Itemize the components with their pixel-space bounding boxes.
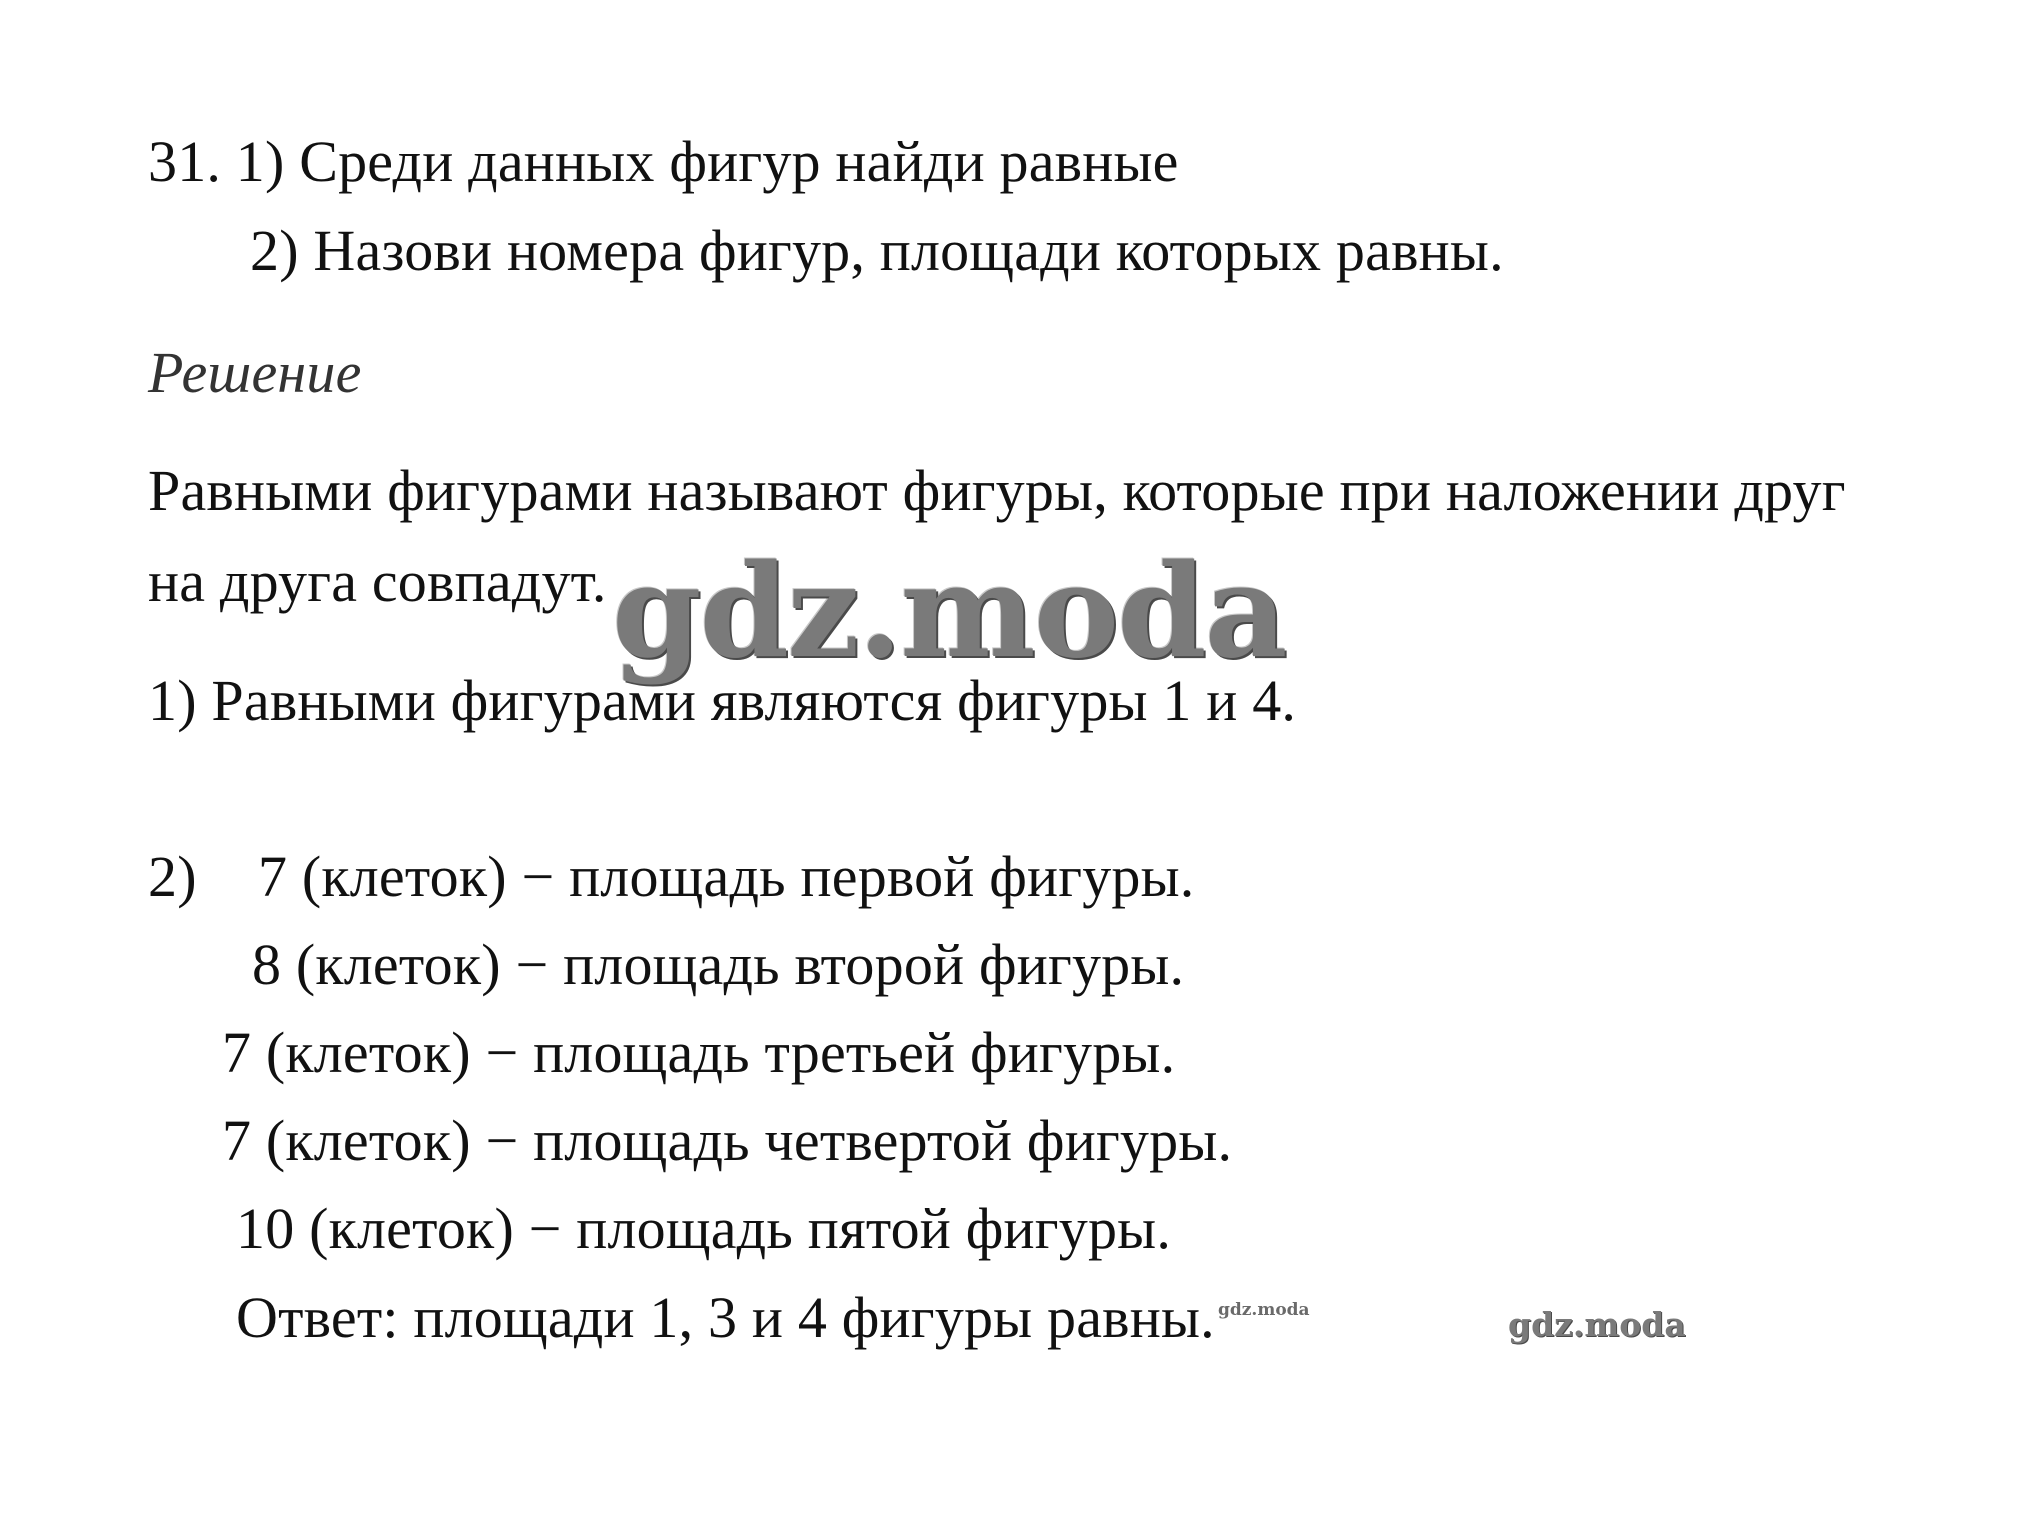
area-line-4: 7 (клеток) − площадь четвертой фигуры. <box>222 1108 1233 1173</box>
definition-line-2: на друга совпадут. <box>148 549 607 614</box>
answer-part-1: 1) Равными фигурами являются фигуры 1 и 4. <box>148 668 1297 733</box>
watermark-medium: gdz.moda <box>1508 1305 1686 1344</box>
task-line-1: 31. 1) Среди данных фигур найди равные <box>148 129 1179 194</box>
area-line-5: 10 (клеток) − площадь пятой фигуры. <box>236 1196 1172 1261</box>
area-line-3: 7 (клеток) − площадь третьей фигуры. <box>222 1020 1176 1085</box>
watermark-large: gdz.moda <box>612 537 1286 687</box>
area-line-2: 8 (клеток) − площадь второй фигуры. <box>252 932 1185 997</box>
part-2-marker: 2) <box>148 844 197 909</box>
final-answer: Ответ: площади 1, 3 и 4 фигуры равны. <box>236 1285 1215 1350</box>
watermark-small: gdz.moda <box>1218 1300 1310 1320</box>
area-line-1: 7 (клеток) − площадь первой фигуры. <box>258 844 1195 909</box>
task-line-2: 2) Назови номера фигур, площади которых равны. <box>250 218 1504 283</box>
definition-line-1: Равными фигурами называют фигуры, которые при наложении друг <box>148 458 1846 523</box>
solution-heading: Решение <box>148 340 362 405</box>
